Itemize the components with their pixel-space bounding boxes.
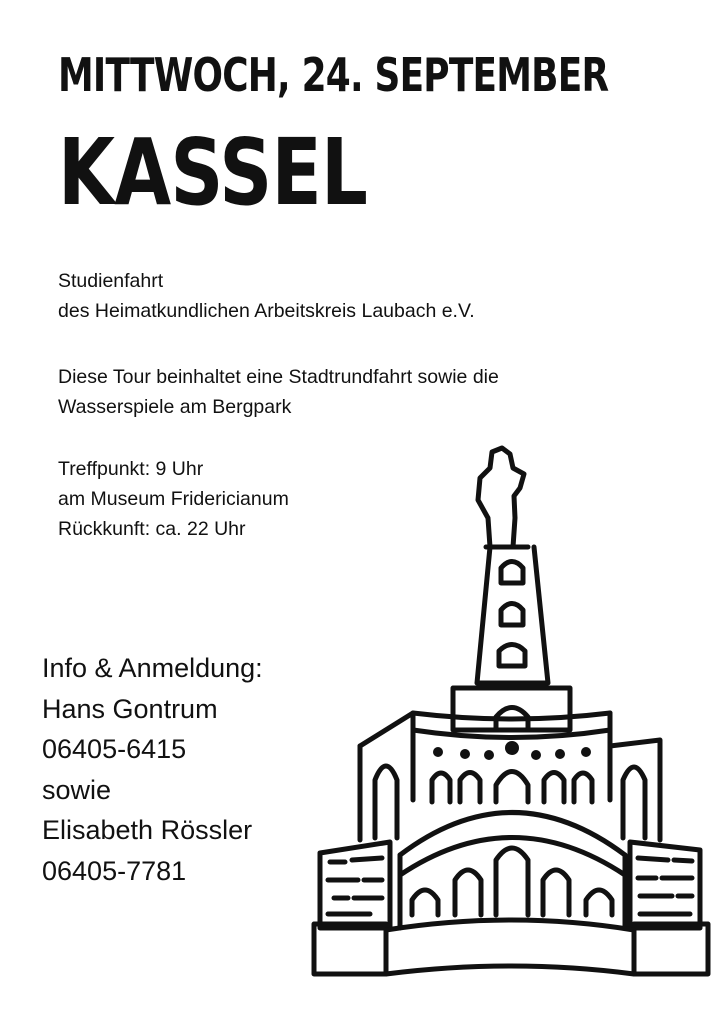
event-date: MITTWOCH, 24. SEPTEMBER <box>58 48 609 102</box>
contact-phone-1: 06405-6415 <box>42 734 187 764</box>
tour-line-2: Wasserspiele am Bergpark <box>58 396 292 418</box>
study-trip-line: Studienfahrt <box>58 270 164 292</box>
meeting-place: am Museum Fridericianum <box>58 488 289 510</box>
contact-separator: sowie <box>42 774 112 805</box>
contact-phone-2: 06405-7781 <box>42 855 187 886</box>
contact-heading: Info & Anmeldung: <box>42 653 263 683</box>
tour-description <box>58 362 499 422</box>
contact-name-2: Elisabeth Rössler <box>42 815 253 845</box>
contact-info <box>42 648 263 891</box>
meeting-time: Treffpunkt: 9 Uhr <box>58 458 204 480</box>
hercules-monument-icon <box>300 440 720 980</box>
contact-name-1: Hans Gontrum <box>42 693 218 724</box>
return-time: Rückkunft: ca. 22 Uhr <box>58 518 246 540</box>
study-trip-organizer: des Heimatkundlichen Arbeitskreis Laubach e.V. <box>58 300 475 322</box>
meeting-info <box>58 454 289 544</box>
city-title: KASSEL <box>58 119 368 226</box>
tour-line-1: Diese Tour beinhaltet eine Stadtrundfahrt sowie die <box>58 366 499 388</box>
study-trip-info <box>58 266 475 326</box>
